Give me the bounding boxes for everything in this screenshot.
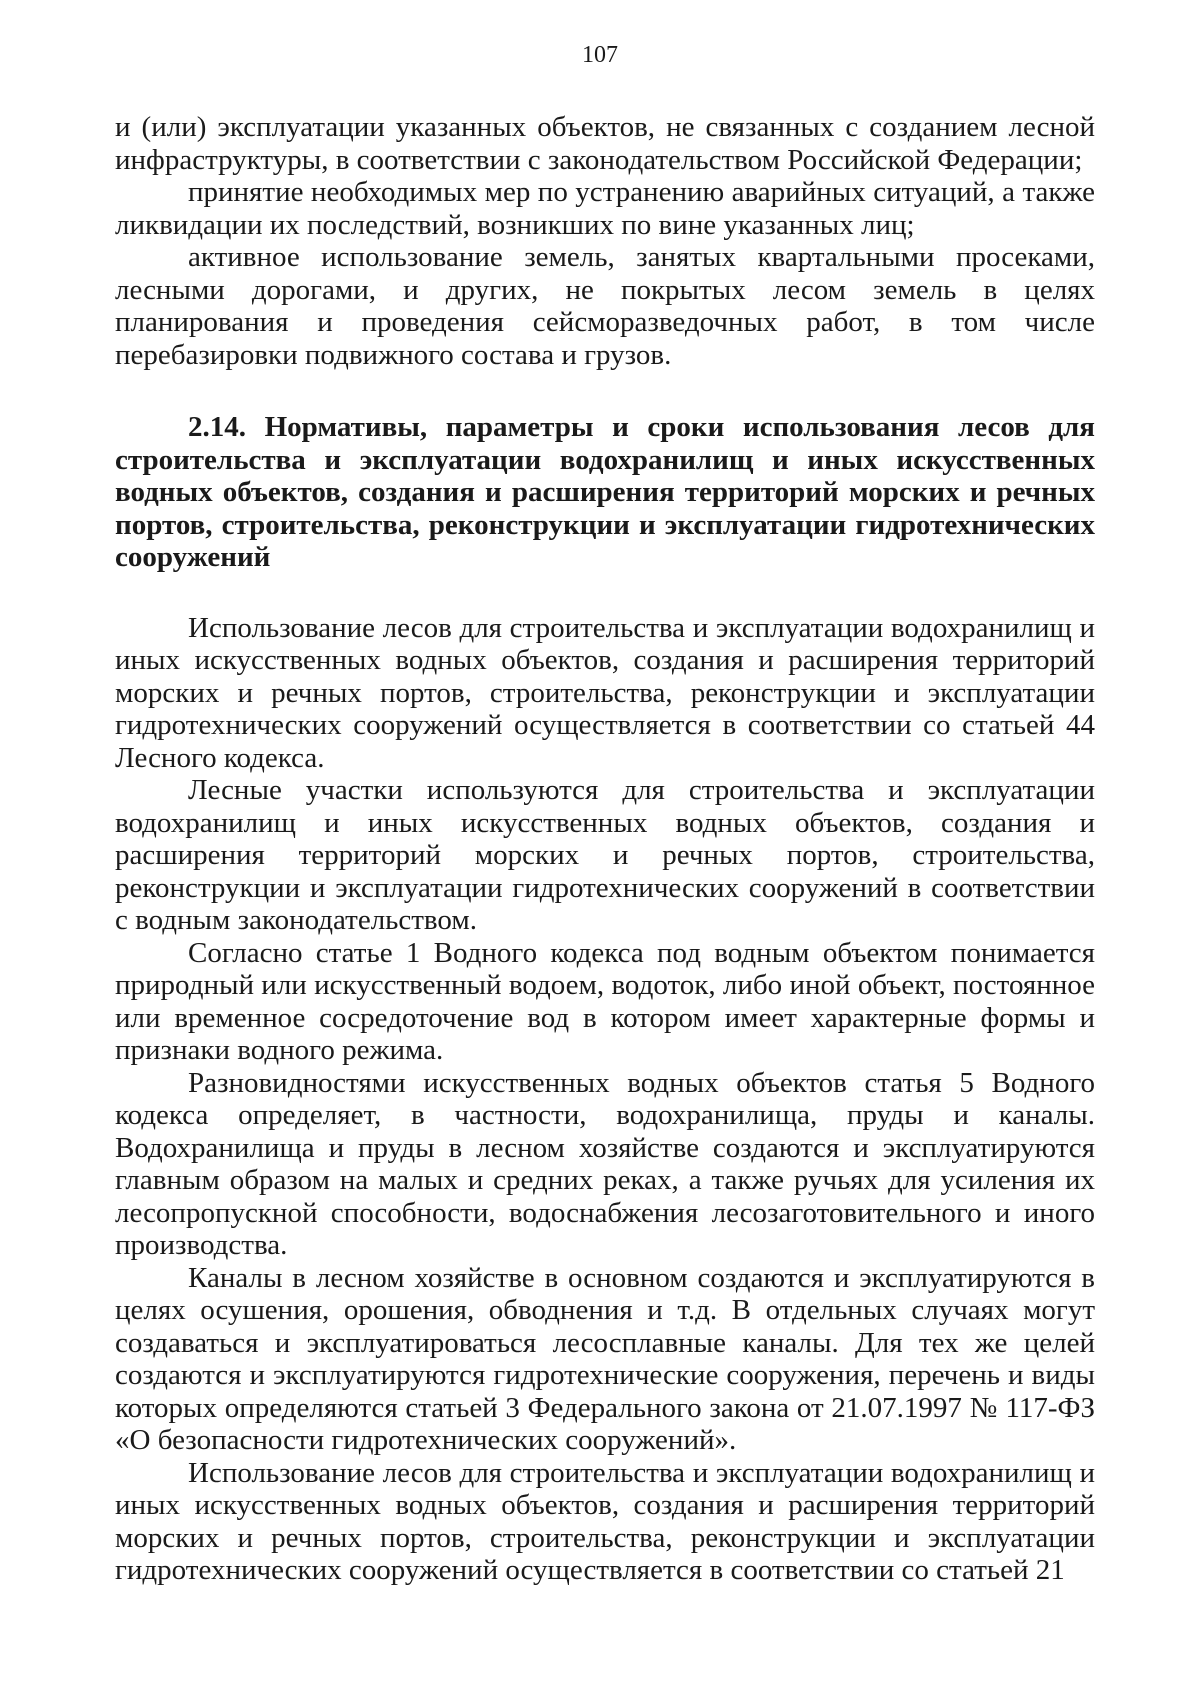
document-body [115,111,1095,1587]
paragraph: Каналы в лесном хозяйстве в основном создаются и эксплуатируются в целях осушения, орошения, обводнения и т.д. В отдельных случаях могут создаваться и эксплуатироваться лесосплавные каналы. Для тех же целей создаются и эксплуатируются гидротехнические сооружения, перечень и виды которых определяются статьей 3 Федерального закона от 21.07.1997 № 117-ФЗ «О безопасности гидротехнических сооружений». [115,1261,1095,1456]
paragraph: активное использование земель, занятых квартальными просеками, лесными дорогами, и других, не покрытых лесом земель в целях планирования и проведения сейсморазведочных работ, в том числе перебазировки подвижного состава и грузов. [115,241,1095,371]
section-body [115,612,1095,1587]
paragraph: принятие необходимых мер по устранению аварийных ситуаций, а также ликвидации их последствий, возникших по вине указанных лиц; [115,176,1095,241]
section-heading: 2.14. Нормативы, параметры и сроки использования лесов для строительства и эксплуатации водохранилищ и иных искусственных водных объектов, создания и расширения территорий морских и речных портов, строительства, реконструкции и эксплуатации гидротехнических сооружений [115,411,1095,573]
page-number: 107 [582,42,618,68]
paragraph: Использование лесов для строительства и эксплуатации водохранилищ и иных искусственных водных объектов, создания и расширения территорий морских и речных портов, строительства, реконструкции и эксплуатации гидротехнических сооружений осуществляется в соответствии со статьей 44 Лесного кодекса. [115,611,1095,774]
paragraph: Использование лесов для строительства и эксплуатации водохранилищ и иных искусственных водных объектов, создания и расширения территорий морских и речных портов, строительства, реконструкции и эксплуатации гидротехнических сооружений осуществляется в соответствии со статьей 21 [115,1456,1095,1586]
paragraph: Разновидностями искусственных водных объектов статья 5 Водного кодекса определяет, в частности, водохранилища, пруды и каналы. Водохранилища и пруды в лесном хозяйстве создаются и эксплуатируются главным образом на малых и средних реках, а также ручьях для усиления их лесопропускной способности, водоснабжения лесозаготовительного и иного производства. [115,1066,1095,1261]
paragraph: и (или) эксплуатации указанных объектов, не связанных с созданием лесной инфраструктуры, в соответствии с законодательством Российской Федерации; [115,111,1095,176]
paragraph: Лесные участки используются для строительства и эксплуатации водохранилищ и иных искусственных водных объектов, создания и расширения территорий морских и речных портов, строительства, реконструкции и эксплуатации гидротехнических сооружений в соответствии с водным законодательством. [115,774,1095,936]
paragraph: Согласно статье 1 Водного кодекса под водным объектом понимается природный или искусственный водоем, водоток, либо иной объект, постоянное или временное сосредоточение вод в котором имеет характерные формы и признаки водного режима. [115,936,1095,1066]
